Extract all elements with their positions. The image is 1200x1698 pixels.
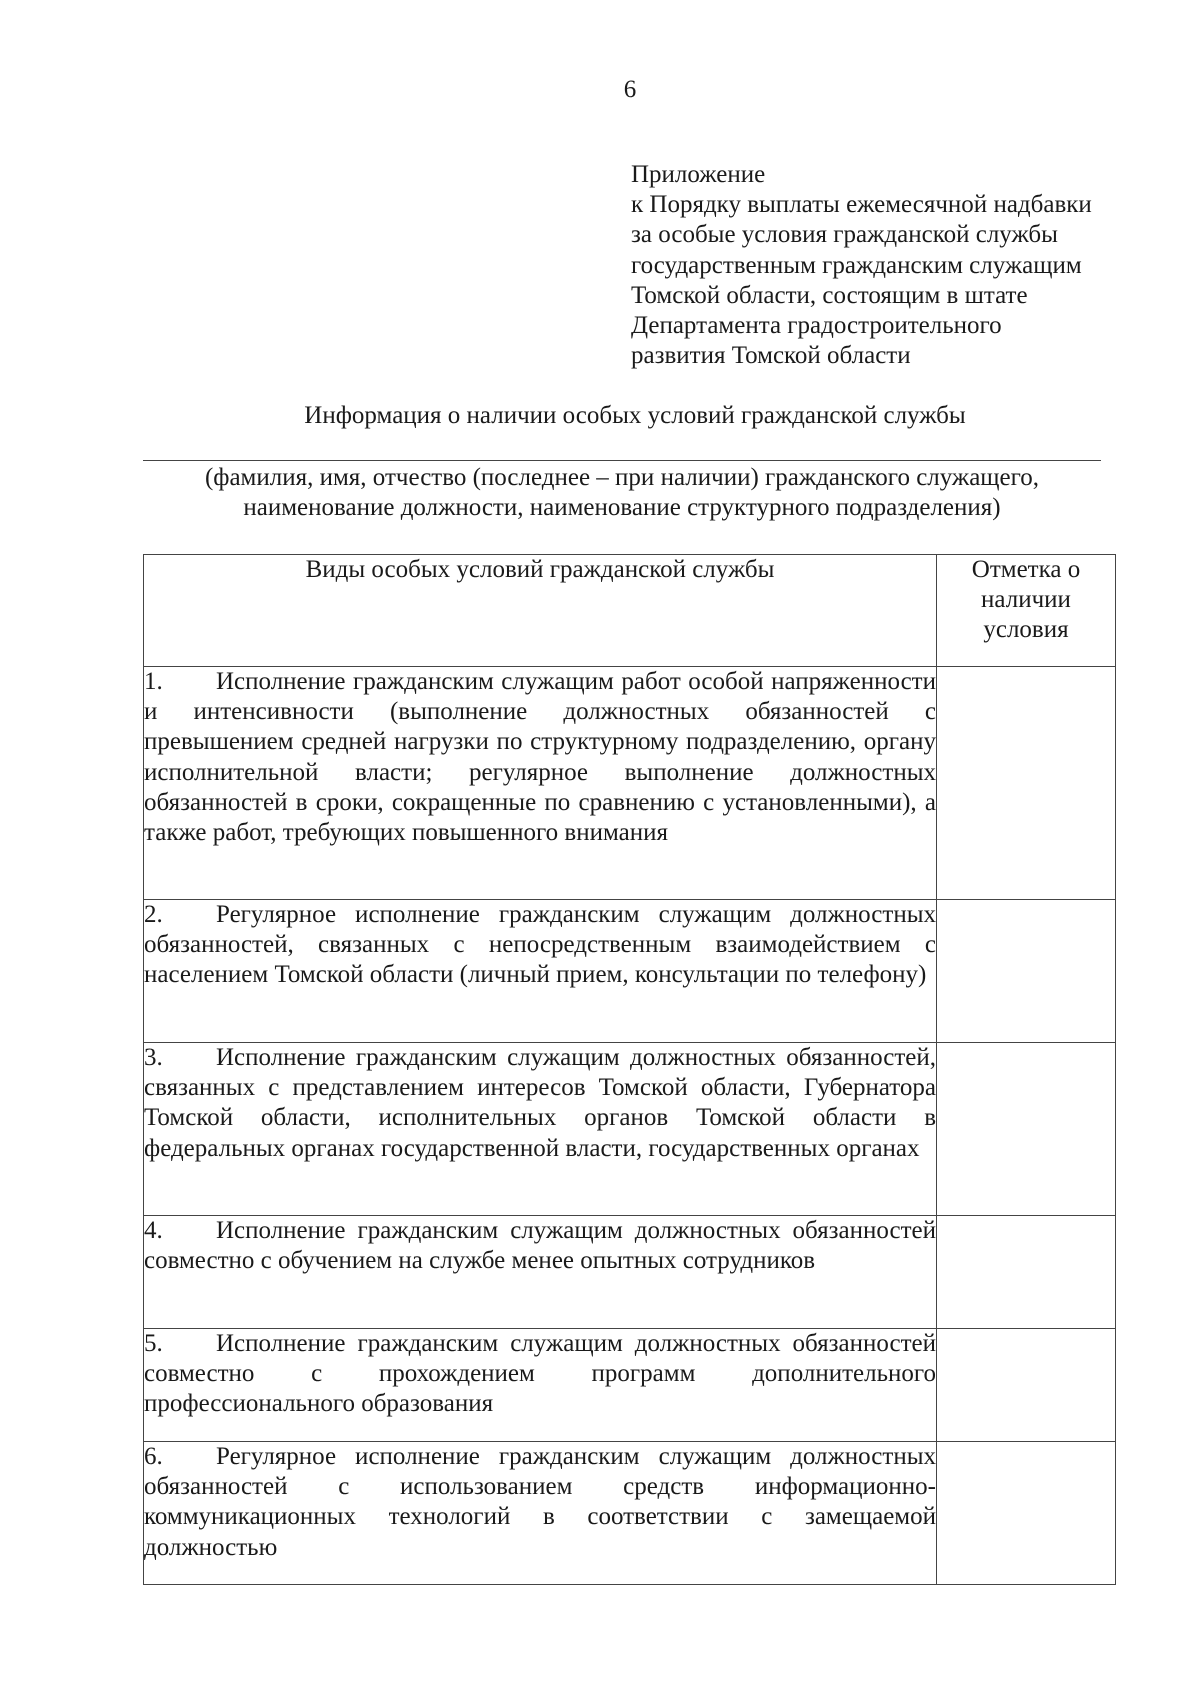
fill-in-line <box>143 460 1101 461</box>
appendix-line: Томской области, состоящим в штате <box>631 281 1028 309</box>
header-kind: Виды особых условий гражданской службы <box>144 555 937 667</box>
table-row <box>144 667 1116 900</box>
mark-cell[interactable] <box>937 1216 1116 1329</box>
appendix-block <box>631 160 1092 371</box>
condition-cell <box>144 1043 937 1216</box>
condition-number: 2. <box>144 901 163 928</box>
condition-number: 3. <box>144 1044 163 1071</box>
condition-number: 5. <box>144 1330 163 1357</box>
condition-cell <box>144 1442 937 1585</box>
condition-text: Регулярное исполнение гражданским служащим должностных обязанностей, связанных с непосредственным взаимодействием с населением Томской области (личный прием, консультации по телефону) <box>144 901 936 989</box>
mark-cell[interactable] <box>937 667 1116 900</box>
condition-text: Исполнение гражданским служащим должностных обязанностей, связанных с представлением интересов Томской области, Губернатора Томской области, исполнительных органов Томской области в федеральных органах государственной власти, государственных органах <box>144 1044 936 1162</box>
condition-text: Исполнение гражданским служащим должностных обязанностей совместно с обучением на службе менее опытных сотрудников <box>144 1217 936 1275</box>
mark-cell[interactable] <box>937 1043 1116 1216</box>
document-title: Информация о наличии особых условий гражданской службы <box>304 402 966 429</box>
condition-number: 4. <box>144 1217 163 1244</box>
condition-cell <box>144 1216 937 1329</box>
condition-text: Исполнение гражданским служащим должностных обязанностей совместно с прохождением программ дополнительного профессионального образования <box>144 1330 936 1418</box>
table-row <box>144 1329 1116 1442</box>
table-header-row <box>144 555 1116 667</box>
condition-text: Исполнение гражданским служащим работ особой напряженности и интенсивности (выполнение должностных обязанностей с превышением средней нагрузки по структурному подразделению, органу исполнительной власти; регулярное выполнение должностных обязанностей в сроки, сокращенные по сравнению с установленными), а также работ, требующих повышенного внимания <box>144 668 936 847</box>
fill-in-caption: (фамилия, имя, отчество (последнее – при наличии) гражданского служащего, наименование должности, наименование структурного подразделения) <box>204 464 1040 521</box>
appendix-line: государственным гражданским служащим <box>631 251 1082 279</box>
appendix-line: Департамента градостроительного <box>631 312 1002 340</box>
mark-cell[interactable] <box>937 900 1116 1043</box>
condition-number: 1. <box>144 668 163 695</box>
condition-cell <box>144 667 937 900</box>
appendix-line: к Порядку выплаты ежемесячной надбавки <box>631 191 1092 219</box>
condition-cell <box>144 900 937 1043</box>
mark-cell[interactable] <box>937 1442 1116 1585</box>
condition-text: Регулярное исполнение гражданским служащим должностных обязанностей с использованием средств информационно-коммуникационных технологий в соответствии с замещаемой должностью <box>144 1443 936 1561</box>
header-mark: Отметка о наличии условия <box>937 555 1116 667</box>
conditions-table <box>143 554 1116 1585</box>
appendix-line: за особые условия гражданской службы <box>631 221 1058 249</box>
appendix-line: Приложение <box>631 161 766 188</box>
appendix-line: развития Томской области <box>631 342 911 370</box>
table-row <box>144 1216 1116 1329</box>
table-row <box>144 1043 1116 1216</box>
condition-cell <box>144 1329 937 1442</box>
condition-number: 6. <box>144 1443 163 1470</box>
table-row <box>144 900 1116 1043</box>
page-number: 6 <box>623 76 637 103</box>
mark-cell[interactable] <box>937 1329 1116 1442</box>
table-row <box>144 1442 1116 1585</box>
